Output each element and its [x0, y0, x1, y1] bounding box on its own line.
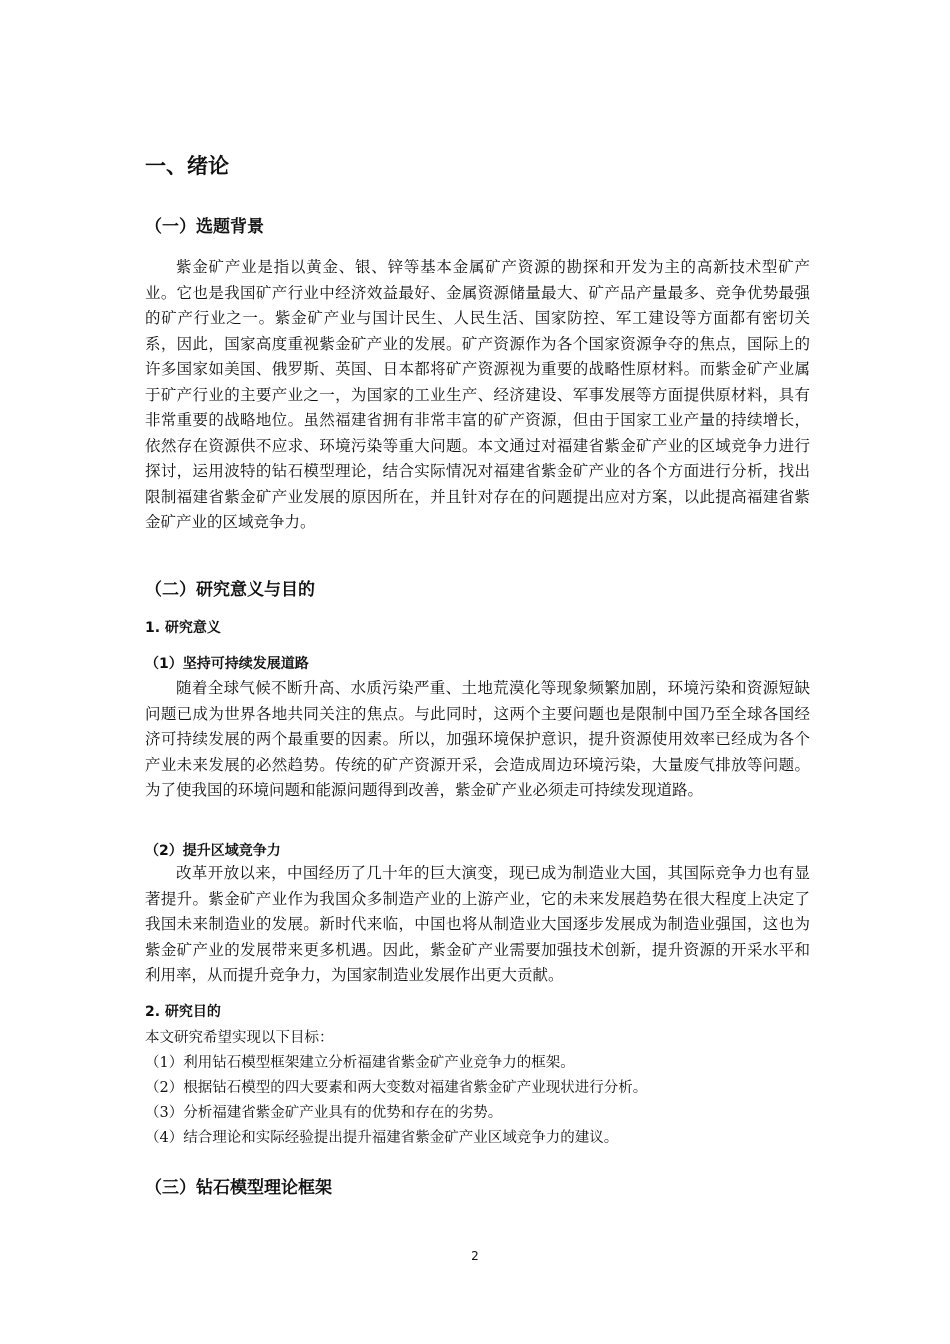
subsection-title-significance: 1. 研究意义 — [145, 620, 221, 636]
goal-item: （2）根据钻石模型的四大要素和两大变数对福建省紫金矿产业现状进行分析。 — [145, 1080, 648, 1096]
item-title-sustainable: （1）坚持可持续发展道路 — [145, 656, 309, 672]
chapter-title: 一、绪论 — [145, 154, 229, 178]
goal-item: （3）分析福建省紫金矿产业具有的优势和存在的劣势。 — [145, 1105, 503, 1121]
sustainable-paragraph: 随着全球气候不断升高、水质污染严重、土地荒漠化等现象频繁加剧，环境污染和资源短缺问题已成为世界各地共同关注的焦点。与此同时，这两个主要问题也是限制中国乃至全球各国经济可持续发展的两个最重要的因素。所以，加强环境保护意识，提升资源使用效率已经成为各个产业未来发展的必然趋势。传统的矿产资源开采，会造成周边环境污染，大量废气排放等问题。为了使我国的环境问题和能源问题得到改善，紫金矿产业必须走可持续发现道路。 — [145, 679, 810, 799]
item-title-competitiveness: （2）提升区域竞争力 — [145, 843, 281, 859]
section-title-background: （一）选题背景 — [145, 217, 264, 237]
page-number: 2 — [471, 1249, 479, 1263]
goal-item: （1）利用钻石模型框架建立分析福建省紫金矿产业竞争力的框架。 — [145, 1055, 575, 1071]
subsection-title-purpose: 2. 研究目的 — [145, 1004, 221, 1020]
goal-item: （4）结合理论和实际经验提出提升福建省紫金矿产业区域竞争力的建议。 — [145, 1130, 619, 1146]
section-title-diamond-model: （三）钻石模型理论框架 — [145, 1178, 332, 1198]
section-title-significance: （二）研究意义与目的 — [145, 580, 315, 600]
competitiveness-paragraph: 改革开放以来，中国经历了几十年的巨大演变，现已成为制造业大国，其国际竞争力也有显著提升。紫金矿产业作为我国众多制造产业的上游产业，它的未来发展趋势在很大程度上决定了我国未来制造业的发展。新时代来临，中国也将从制造业大国逐步发展成为制造业强国，这也为紫金矿产业的发展带来更多机遇。因此，紫金矿产业需要加强技术创新，提升资源的开采水平和利用率，从而提升竞争力，为国家制造业发展作出更大贡献。 — [145, 864, 810, 984]
purpose-intro: 本文研究希望实现以下目标： — [145, 1030, 334, 1046]
background-paragraph: 紫金矿产业是指以黄金、银、锌等基本金属矿产资源的勘探和开发为主的高新技术型矿产业。它也是我国矿产行业中经济效益最好、金属资源储量最大、矿产品产量最多、竞争优势最强的矿产行业之一。紫金矿产业与国计民生、人民生活、国家防控、军工建设等方面都有密切关系，因此，国家高度重视紫金矿产业的发展。矿产资源作为各个国家资源争夺的焦点，国际上的许多国家如美国、俄罗斯、英国、日本都将矿产资源视为重要的战略性原材料。而紫金矿产业属于矿产行业的主要产业之一，为国家的工业生产、经济建设、军事发展等方面提供原材料，具有非常重要的战略地位。虽然福建省拥有非常丰富的矿产资源，但由于国家工业产量的持续增长，依然存在资源供不应求、环境污染等重大问题。本文通过对福建省紫金矿产业的区域竞争力进行探讨，运用波特的钻石模型理论，结合实际情况对福建省紫金矿产业的各个方面进行分析，找出限制福建省紫金矿产业发展的原因所在，并且针对存在的问题提出应对方案，以此提高福建省紫金矿产业的区域竞争力。 — [145, 258, 810, 531]
